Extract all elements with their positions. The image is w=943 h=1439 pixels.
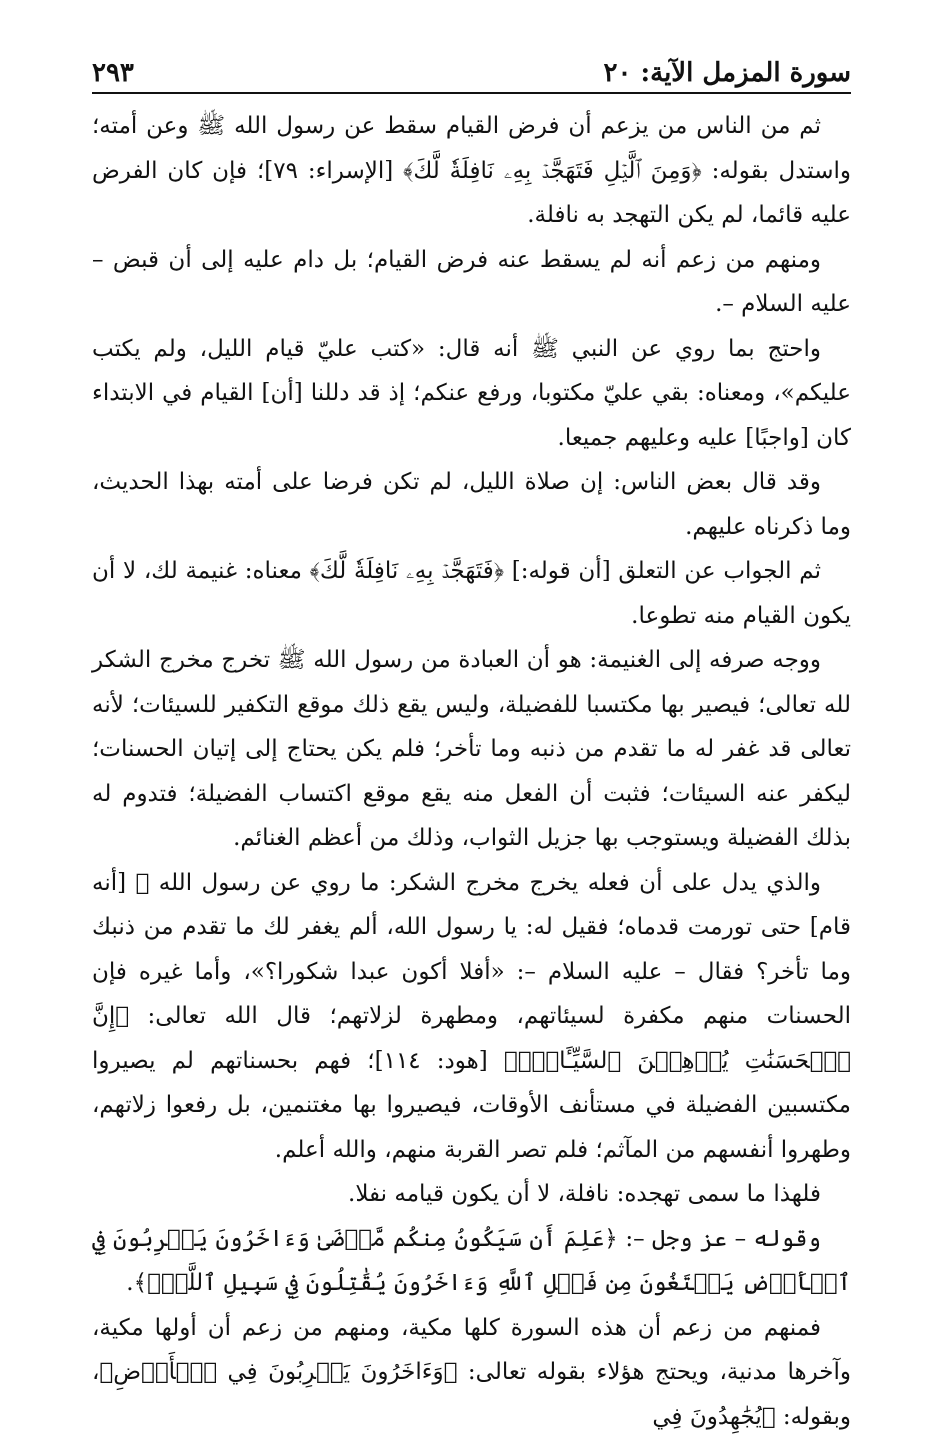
paragraph: فمنهم من زعم أن هذه السورة كلها مكية، ومنهم من زعم أن أولها مكية، وآخرها مدنية، ويحتج هؤلاء بقوله تعالى: ﴿وَءَاخَرُونَ يَضۡرِبُونَ فِي ٱلۡأَرۡضِ﴾، وبقوله: ﴿يُجَٰهِدُونَ فِي (92, 1306, 851, 1439)
page-header (92, 48, 851, 94)
paragraph: ومنهم من زعم أنه لم يسقط عنه فرض القيام؛ بل دام عليه إلى أن قبض – عليه السلام –. (92, 238, 851, 327)
surah-title: سورة المزمل الآية: ٢٠ (604, 58, 851, 88)
paragraph: ثم من الناس من يزعم أن فرض القيام سقط عن رسول الله ﷺ وعن أمته؛ واستدل بقوله: ﴿وَمِنَ ٱلَّيۡلِ فَتَهَجَّدۡ بِهِۦ نَافِلَةٗ لَّكَ﴾ [الإسراء: ٧٩]؛ فإن كان الفرض عليه قائما، لم يكن التهجد به نافلة. (92, 104, 851, 238)
paragraph: واحتج بما روي عن النبي ﷺ أنه قال: «كتب عليّ قيام الليل، ولم يكتب عليكم»، ومعناه: بقي عليّ مكتوبا، ورفع عنكم؛ إذ قد دللنا [أن] القيام في الابتداء كان [واجبًا] عليه وعليهم جميعا. (92, 327, 851, 461)
page-body (92, 104, 851, 1439)
paragraph: وقوله – عز وجل –: ﴿عَلِمَ أَن سَيَكُونُ مِنكُم مَّرۡضَىٰ وَءَاخَرُونَ يَضۡرِبُونَ فِي ٱلۡأَرۡضِ يَبۡتَغُونَ مِن فَضۡلِ ٱللَّهِ وَءَاخَرُونَ يُقَٰتِلُونَ فِي سَبِيلِ ٱللَّهِۖ﴾. (92, 1217, 851, 1306)
paragraph: ووجه صرفه إلى الغنيمة: هو أن العبادة من رسول الله ﷺ تخرج مخرج الشكر لله تعالى؛ فيصير بها مكتسبا للفضيلة، وليس يقع ذلك موقع التكفير للسيئات؛ لأنه تعالى قد غفر له ما تقدم من ذنبه وما تأخر؛ فلم يكن يحتاج إلى إتيان الحسنات؛ ليكفر عنه السيئات؛ فثبت أن الفعل منه يقع موقع اكتساب الفضيلة؛ فتدوم له بذلك الفضيلة ويستوجب بها جزيل الثواب، وذلك من أعظم الغنائم. (92, 638, 851, 861)
paragraph: وقد قال بعض الناس: إن صلاة الليل، لم تكن فرضا على أمته بهذا الحديث، وما ذكرناه عليهم. (92, 460, 851, 549)
page-number: ٢٩٣ (92, 58, 134, 88)
paragraph: والذي يدل على أن فعله يخرج مخرج الشكر: ما روي عن رسول الله ﷺ [أنه قام] حتى تورمت قدماه؛ فقيل له: يا رسول الله، ألم يغفر لك ما تقدم من ذنبك وما تأخر؟ فقال – عليه السلام –: «أفلا أكون عبدا شكورا؟»، وأما غيره فإن الحسنات منهم مكفرة لسيئاتهم، ومطهرة لزلاتهم؛ قال الله تعالى: ﴿إِنَّ ٱلۡحَسَنَٰتِ يُذۡهِبۡنَ ٱلسَّيِّـَٔاتِۚ﴾ [هود: ١١٤]؛ فهم بحسناتهم لم يصيروا مكتسبين الفضيلة في مستأنف الأوقات، فيصيروا بها مغتنمين، بل رفعوا زلاتهم، وطهروا أنفسهم من المآثم؛ فلم تصر القربة منهم، والله أعلم. (92, 861, 851, 1173)
paragraph: فلهذا ما سمى تهجده: نافلة، لا أن يكون قيامه نفلا. (92, 1172, 851, 1217)
paragraph: ثم الجواب عن التعلق [أن قوله:] ﴿فَتَهَجَّدۡ بِهِۦ نَافِلَةٗ لَّكَ﴾ معناه: غنيمة لك، لا أن يكون القيام منه تطوعا. (92, 549, 851, 638)
